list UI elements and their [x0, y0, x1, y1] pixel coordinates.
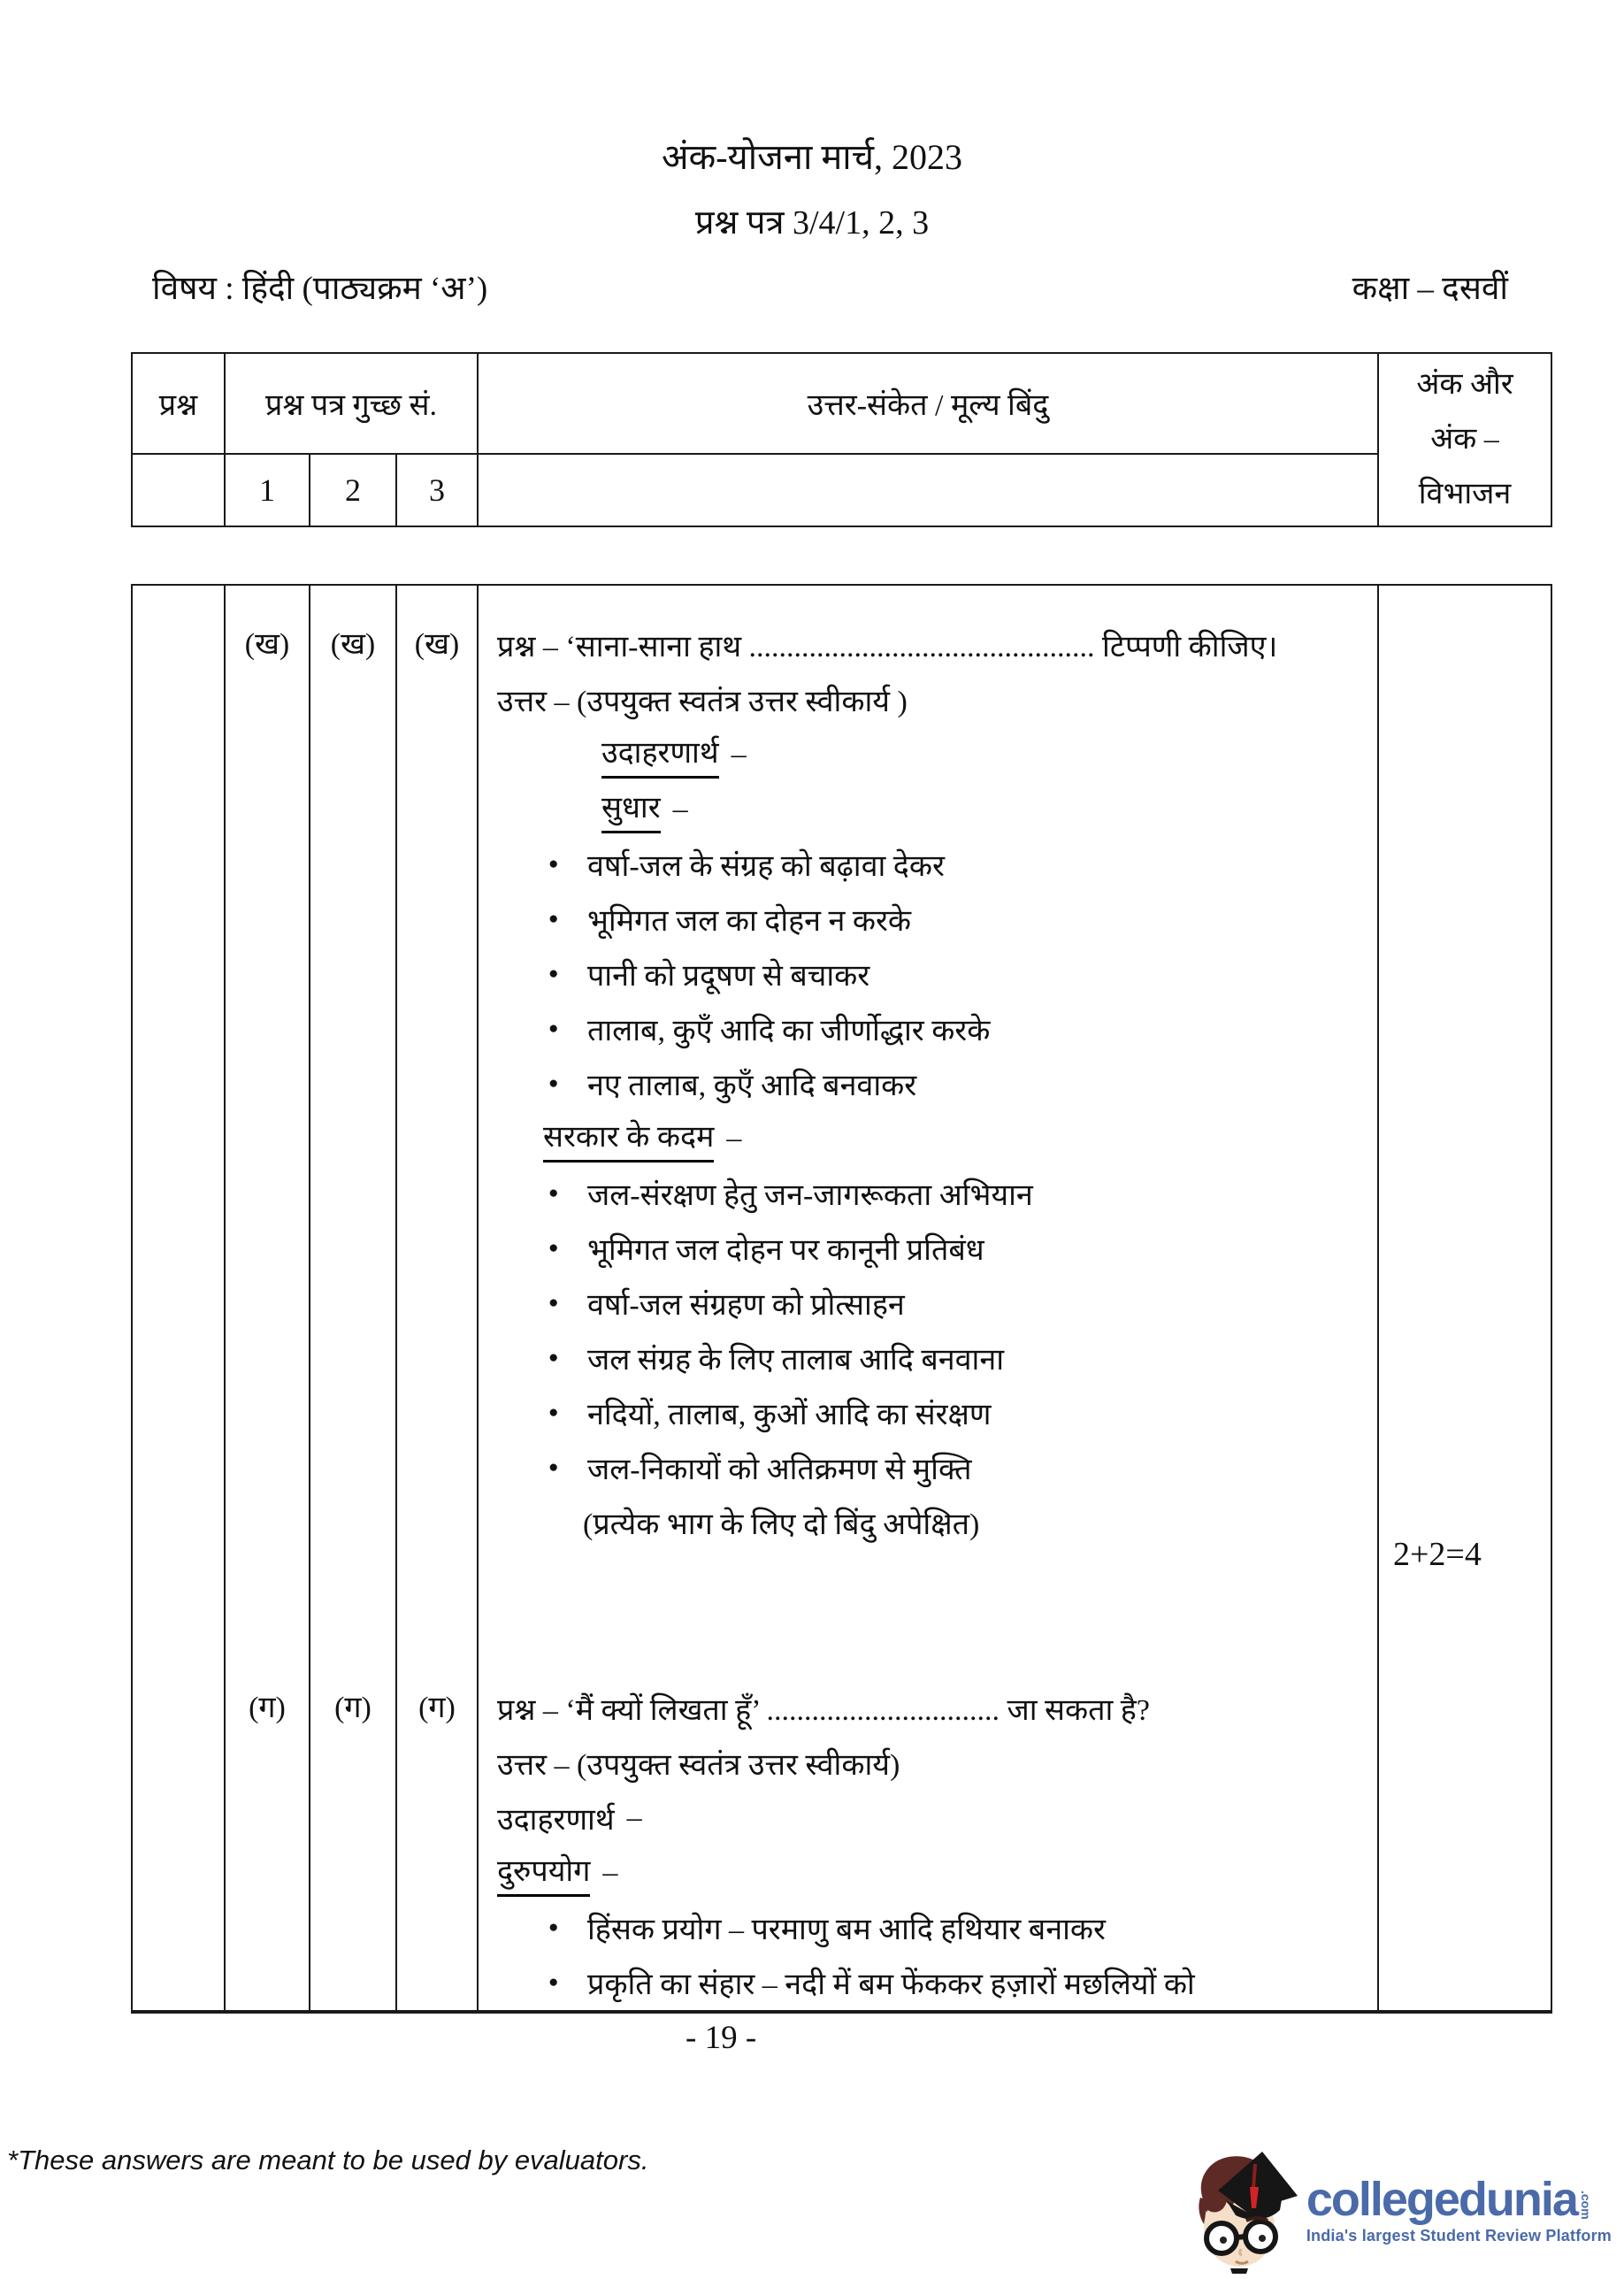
bullet-item: [479, 1276, 1377, 1331]
bullet-text: भूमिगत जल का दोहन न करके: [587, 905, 912, 938]
bullet-dot-icon: ●: [548, 909, 559, 928]
content-line: प्रश्न – ‘साना-साना हाथ .............................................. टिप्पणी कीजिए।: [497, 631, 1278, 664]
bullet-item: [479, 1900, 1377, 1955]
table-row-ga: [132, 1582, 1551, 2012]
header-col-question: प्रश्न: [132, 353, 225, 454]
bullet-dot-icon: ●: [548, 1184, 559, 1202]
bullet-item: [479, 837, 1377, 892]
content-line: उत्तर – (उपयुक्त स्वतंत्र उत्तर स्वीकार्य ): [497, 686, 908, 718]
label-suffix: –: [602, 1856, 618, 1889]
collegedunia-logo: [1188, 2145, 1612, 2275]
marks-header-line: अंक –: [1430, 423, 1499, 456]
bullet-text: वर्षा-जल के संग्रह को बढ़ावा देकर: [587, 850, 945, 883]
content-line: [479, 1845, 1377, 1900]
page-number: - 19 -: [686, 2020, 757, 2056]
class-label: कक्षा – दसवीं: [1352, 271, 1508, 307]
bullet-dot-icon: ●: [548, 1019, 559, 1038]
bullet-item: [479, 892, 1377, 947]
answer-table: [131, 584, 1552, 2014]
header-col-marks: [1378, 353, 1551, 526]
header-table: [131, 352, 1552, 527]
bullet-item: [479, 1001, 1377, 1056]
bullet-text: जल संग्रह के लिए तालाब आदि बनवाना: [587, 1344, 1005, 1377]
inline-label: उदाहरणार्थ: [497, 1804, 615, 1837]
question-paper-code: प्रश्न पत्र 3/4/1, 2, 3: [694, 204, 930, 242]
part-label-cell: (ग): [225, 1582, 310, 2012]
label-suffix: –: [672, 793, 688, 825]
bullet-text: प्रकृति का संहार – नदी में बम फेंककर हज़ारों मछलियों को: [587, 1968, 1195, 2001]
content-line: [479, 1111, 1377, 1166]
bullet-item: [479, 1221, 1377, 1276]
bullet-item: [479, 1056, 1377, 1111]
part-label-cell: (ख): [225, 585, 310, 1582]
subject-label: विषय : हिंदी (पाठ्यक्रम ‘अ’): [152, 271, 488, 307]
content-line: उत्तर – (उपयुक्त स्वतंत्र उत्तर स्वीकार्य): [497, 1749, 900, 1782]
marks-header-line: अंक और: [1416, 368, 1513, 401]
bullet-dot-icon: ●: [548, 1458, 559, 1477]
header-empty-cell: [478, 454, 1378, 526]
bullet-item: [479, 1385, 1377, 1440]
marks-header-line: विभाजन: [1418, 478, 1512, 510]
bullet-item: [479, 1440, 1377, 1495]
bullet-dot-icon: ●: [548, 1348, 559, 1367]
bullet-item: [479, 1331, 1377, 1385]
header-col-answer-hint: उत्तर-संकेत / मूल्य बिंदु: [478, 353, 1378, 454]
evaluator-footnote: *These answers are meant to be used by evaluators.: [7, 2145, 649, 2175]
header-subcol-1: 1: [225, 454, 310, 526]
inline-label: सरकार के कदम: [543, 1115, 714, 1163]
label-suffix: –: [731, 738, 747, 771]
bullet-dot-icon: ●: [548, 1239, 559, 1257]
logo-tagline: India's largest Student Review Platform: [1306, 2227, 1612, 2245]
content-line: (प्रत्येक भाग के लिए दो बिंदु अपेक्षित): [583, 1508, 980, 1541]
bullet-dot-icon: ●: [548, 1293, 559, 1312]
bullet-dot-icon: ●: [548, 1403, 559, 1422]
answer-content-cell: [478, 1582, 1378, 2012]
logo-tld: .com: [1578, 2190, 1593, 2220]
content-line: [479, 727, 1377, 782]
content-line: प्रश्न – ‘मैं क्यों लिखता हूँ’ ............................... जा सकता है?: [497, 1694, 1150, 1727]
content-line: [479, 1791, 1377, 1845]
logo-brand: collegedunia: [1306, 2172, 1577, 2226]
bullet-text: हिंसक प्रयोग – परमाणु बम आदि हथियार बनाकर: [587, 1914, 1106, 1946]
bullet-dot-icon: ●: [548, 1074, 559, 1093]
part-label-cell: (ख): [310, 585, 396, 1582]
question-number-cell: [132, 1582, 225, 2012]
bullet-text: भूमिगत जल दोहन पर कानूनी प्रतिबंध: [587, 1234, 984, 1267]
part-label-cell: (ग): [396, 1582, 478, 2012]
table-row-kha: [132, 585, 1551, 1582]
bullet-text: पानी को प्रदूषण से बचाकर: [587, 960, 870, 993]
inline-label: दुरुपयोग: [497, 1849, 590, 1897]
header-empty-cell: [132, 454, 225, 526]
header-subcol-2: 2: [310, 454, 396, 526]
marks-value: 2+2=4: [1393, 1536, 1482, 1573]
bullet-item: [479, 947, 1377, 1001]
bullet-text: जल-संरक्षण हेतु जन-जागरूकता अभियान: [587, 1179, 1033, 1212]
header-col-paper-group: प्रश्न पत्र गुच्छ सं.: [225, 353, 478, 454]
bullet-dot-icon: ●: [548, 855, 559, 873]
answer-content-cell: [478, 585, 1378, 1582]
label-suffix: –: [726, 1122, 742, 1155]
bullet-text: तालाब, कुएँ आदि का जीर्णोद्धार करके: [587, 1015, 991, 1047]
bullet-text: नदियों, तालाब, कुओं आदि का संरक्षण: [587, 1399, 992, 1431]
inline-label: सुधार: [601, 786, 661, 833]
bullet-text: नए तालाब, कुएँ आदि बनवाकर: [587, 1070, 917, 1102]
bullet-dot-icon: ●: [548, 1918, 559, 1937]
part-label-cell: (ग): [310, 1582, 396, 2012]
marks-cell: [1378, 1582, 1551, 2012]
question-number-cell: [132, 585, 225, 1582]
part-label-cell: (ख): [396, 585, 478, 1582]
content-line: [479, 782, 1377, 837]
inline-label: उदाहरणार्थ: [601, 731, 719, 779]
bullet-dot-icon: ●: [548, 964, 559, 983]
logo-text: [1306, 2172, 1612, 2246]
bullet-text: वर्षा-जल संग्रहण को प्रोत्साहन: [587, 1289, 905, 1322]
bullet-dot-icon: ●: [548, 1973, 559, 1991]
bullet-item: [479, 1166, 1377, 1221]
collegedunia-mascot-icon: [1188, 2146, 1301, 2274]
marks-cell: [1378, 585, 1551, 1582]
bullet-text: जल-निकायों को अतिक्रमण से मुक्ति: [587, 1454, 972, 1486]
page-title: अंक-योजना मार्च, 2023: [661, 137, 963, 177]
bullet-item: [479, 1955, 1377, 2010]
label-suffix: –: [626, 1801, 642, 1834]
header-subcol-3: 3: [396, 454, 478, 526]
